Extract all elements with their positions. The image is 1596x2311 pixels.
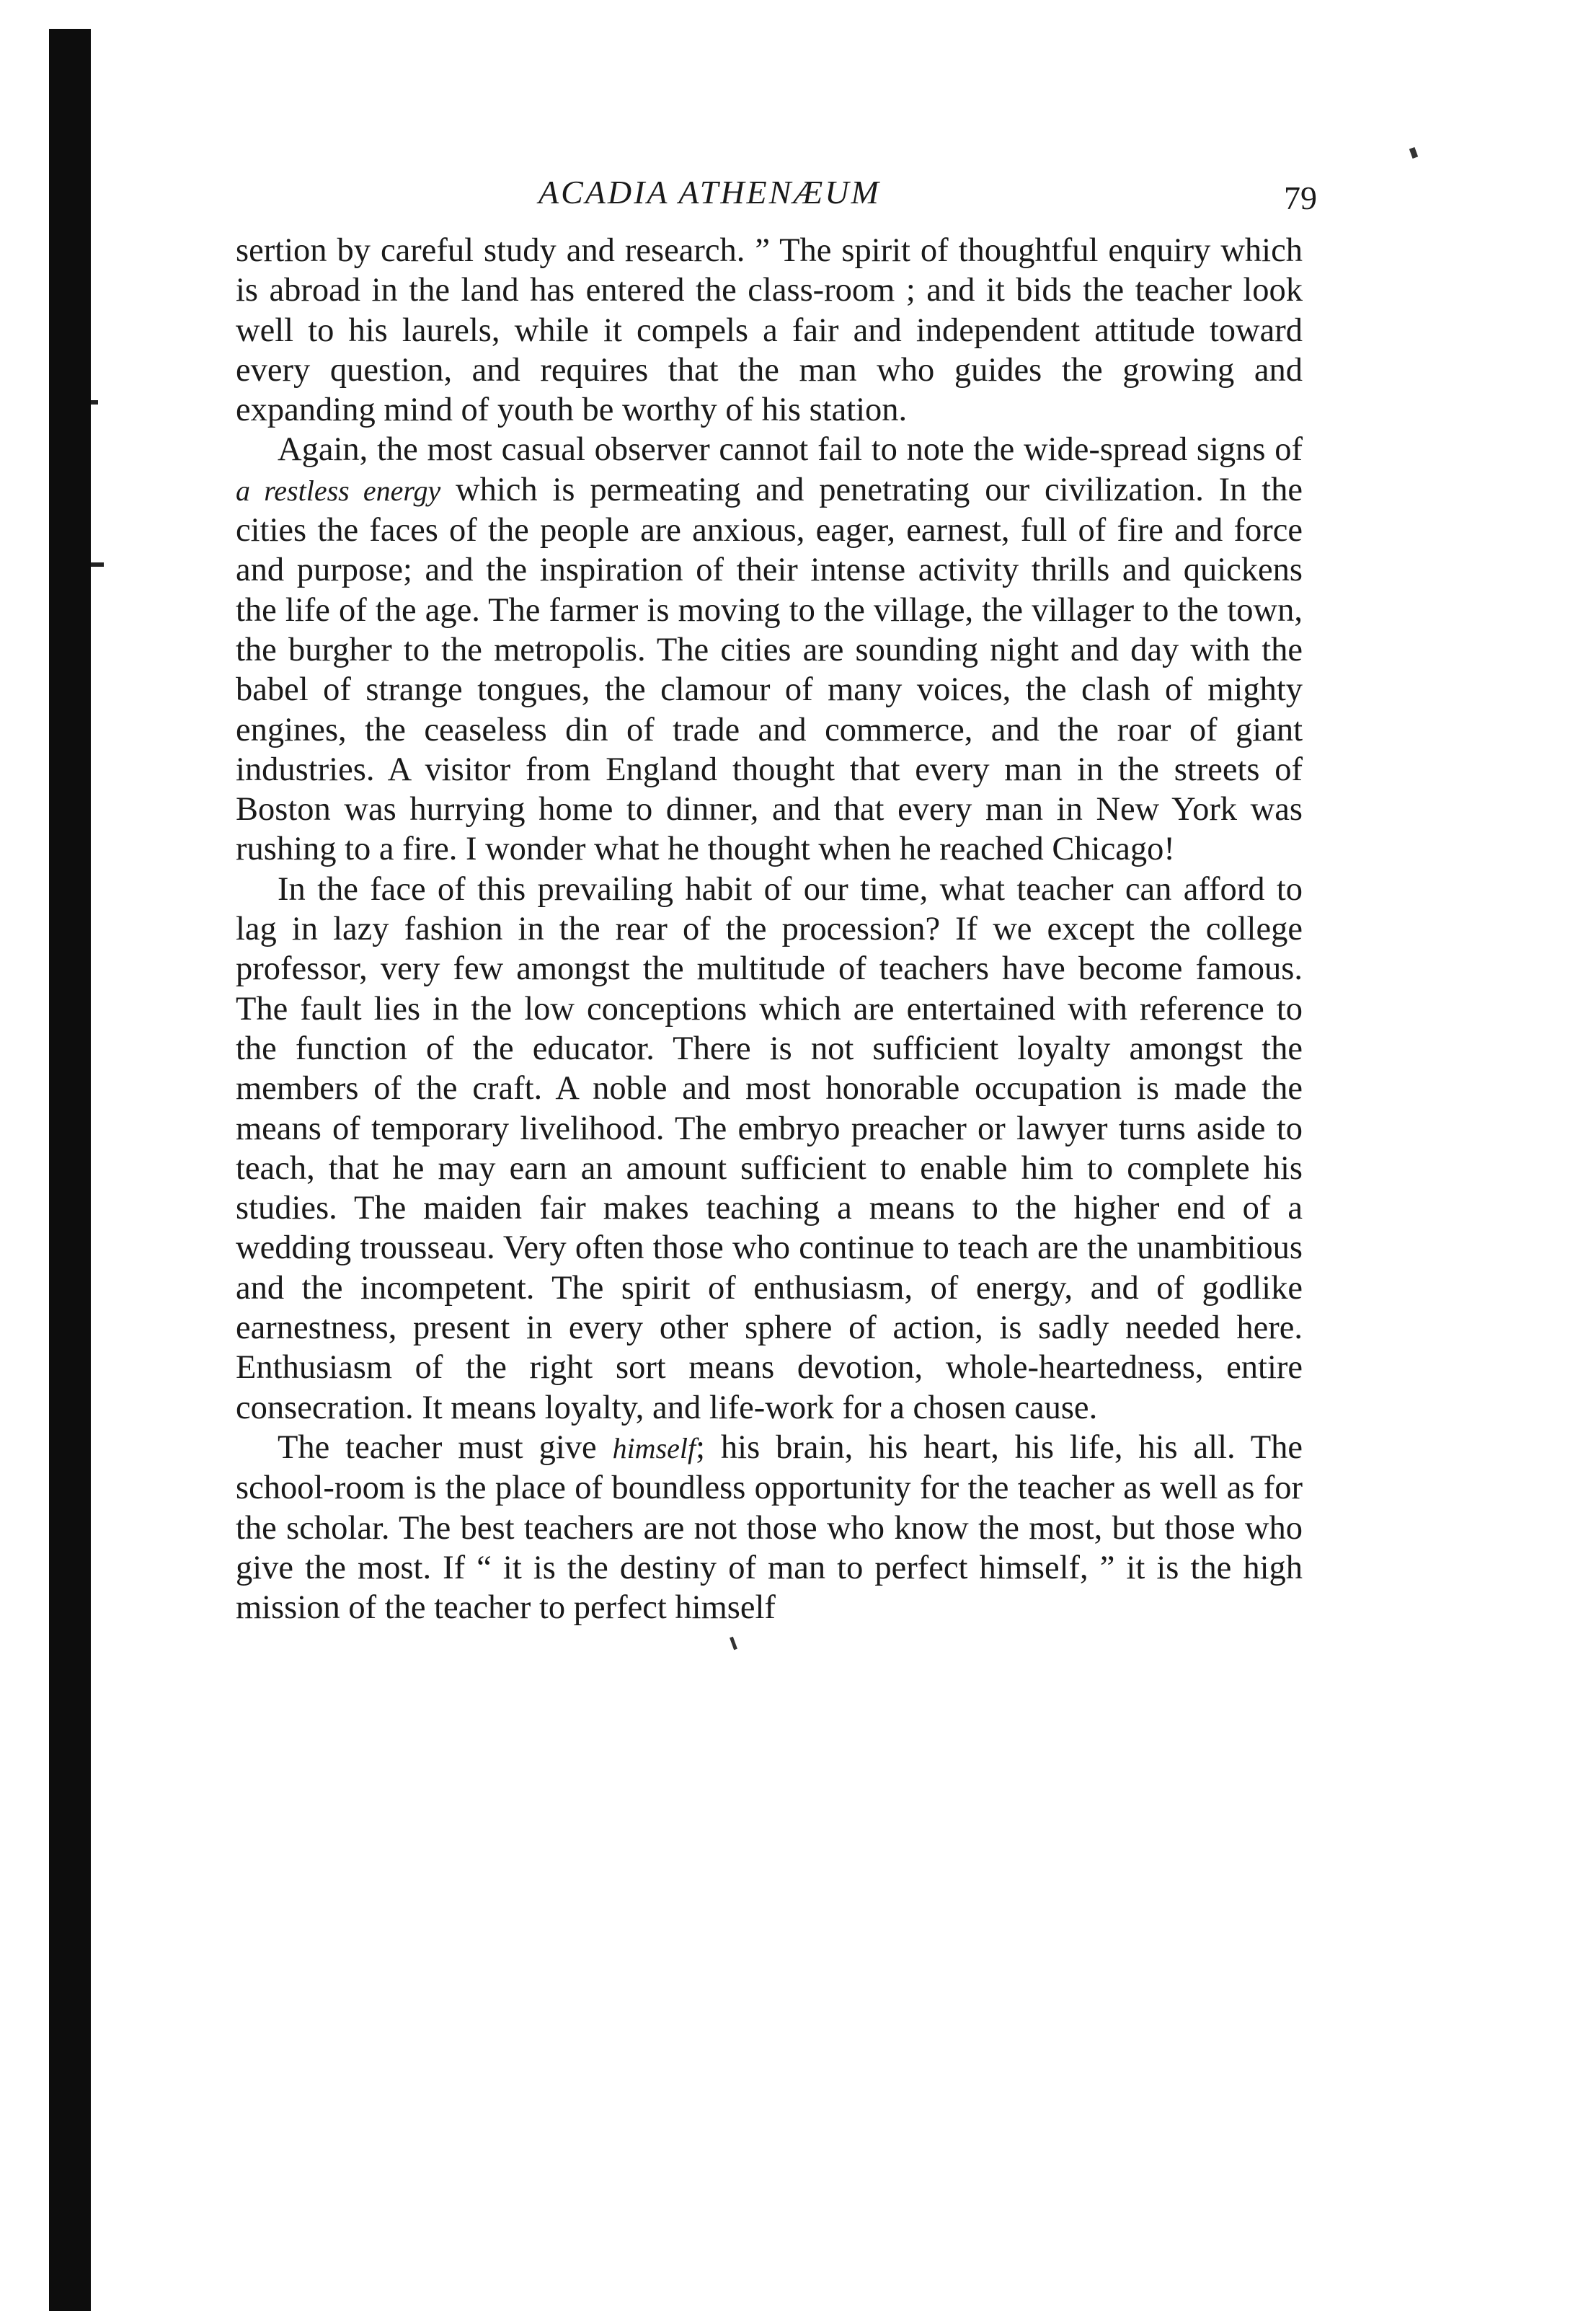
running-head bbox=[236, 166, 1317, 231]
ink-speck bbox=[1409, 147, 1418, 159]
page-binding-edge bbox=[49, 29, 91, 2311]
paragraph bbox=[236, 430, 1303, 869]
binding-mark bbox=[91, 562, 104, 567]
page-number: 79 bbox=[1284, 180, 1317, 216]
text-run: sertion by careful study and research. ” The spirit of thoughtful enquiry which is abroad in the land has entered the class-room ; and it bids the teacher look well to his laurels, while it compels a fair and independent attitude toward every question, and requires that the man who guides the growing and expanding mind of youth be worthy of his station. bbox=[236, 232, 1303, 429]
italic-phrase: a restless energy bbox=[236, 474, 441, 507]
text-run: Again, the most casual observer cannot fail to note the wide-spread signs of bbox=[278, 431, 1303, 469]
page-content bbox=[236, 166, 1317, 1627]
text-run: The teacher must give bbox=[278, 1428, 613, 1466]
article-body bbox=[236, 231, 1303, 1627]
paragraph bbox=[236, 870, 1303, 1428]
ink-speck bbox=[730, 1637, 737, 1651]
paragraph bbox=[236, 1428, 1303, 1627]
text-run: In the face of this prevailing habit of our time, what teacher can afford to lag in lazy fashion in the rear of the procession? If we except the college professor, very few amongst the multitude of teachers have become famous. The fault lies in the low conceptions which are entertained with reference to the function of the educator. There is not sufficient loyalty amongst the members of the craft. A noble and most honorable occupation is made the means of temporary livelihood. The embryo preacher or lawyer turns aside to teach, that he may earn an amount sufficient to enable him to complete his studies. The maiden fair makes teaching a means to the higher end of a wedding trousseau. Very often those who continue to teach are the unambitious and the incompetent. The spirit of enthusiasm, of energy, and of godlike earnestness, present in every other sphere of action, is sadly needed here. Enthusiasm of the right sort means devotion, whole-heartedness, entire consecration. It means loyalty, and life-work for a chosen cause. bbox=[236, 870, 1303, 1426]
text-run: ; his brain, his heart, his life, his all. The school-room is the place of boundless opportunity for the teacher as well as for the scholar. The best teachers are not those who know the most, but those who give the most. If “ it is the destiny of man to perfect himself, ” it is the high mission of the teacher to perfect himself bbox=[236, 1428, 1303, 1627]
text-run: which is permeating and penetrating our civilization. In the cities the faces of the people are anxious, eager, earnest, full of fire and force and purpose; and the inspiration of their intense activity thrills and quickens the life of the age. The farmer is moving to the village, the villager to the town, the burgher to the metropolis. The cities are sounding night and day with the babel of strange tongues, the clamour of many voices, the clash of mighty engines, the ceaseless din of trade and commerce, and the roar of giant industries. A visitor from England thought that every man in the streets of Boston was hurrying home to dinner, and that every man in New York was rushing to a fire. I wonder what he thought when he reached Chicago! bbox=[236, 471, 1303, 868]
paragraph bbox=[236, 231, 1303, 430]
italic-phrase: himself bbox=[612, 1431, 696, 1464]
binding-mark bbox=[91, 400, 98, 405]
running-title: ACADIA ATHENÆUM bbox=[538, 174, 881, 211]
